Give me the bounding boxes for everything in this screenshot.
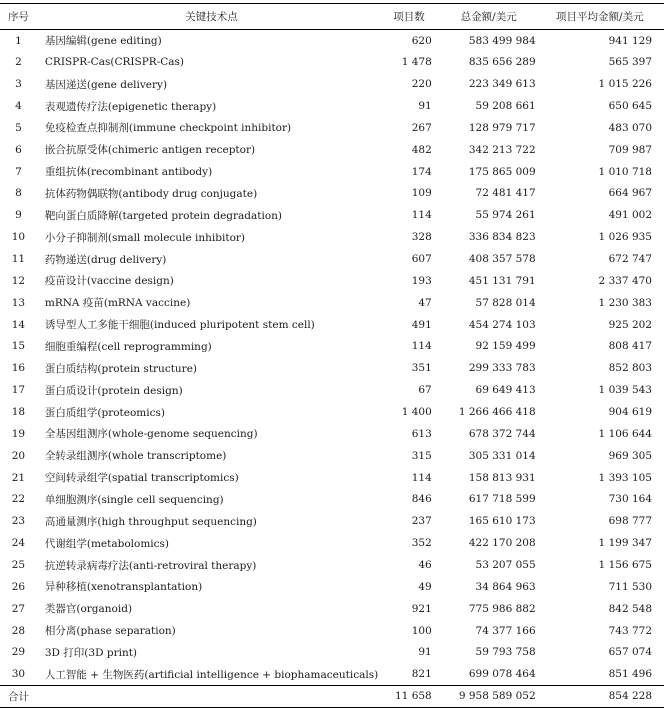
table-header	[0, 4, 664, 30]
row-index: 6	[15, 143, 22, 156]
row-projects: 100	[411, 624, 432, 637]
row-technology: 空间转录组学(spatial transcriptomics)	[44, 472, 239, 485]
row-projects: 821	[411, 668, 432, 681]
table-row	[0, 161, 664, 183]
row-average: 941 129	[608, 34, 652, 47]
row-average: 925 202	[608, 318, 652, 331]
row-index: 29	[11, 646, 26, 659]
row-index: 1	[15, 34, 22, 47]
row-technology: 抗体药物偶联物(antibody drug conjugate)	[44, 187, 258, 200]
total-projects: 11 658	[382, 685, 438, 707]
row-projects: 315	[411, 449, 432, 462]
row-average: 904 619	[608, 406, 652, 419]
row-index: 7	[15, 165, 22, 178]
row-technology: 免疫检查点抑制剂(immune checkpoint inhibitor)	[44, 122, 292, 135]
row-total: 336 834 823	[468, 231, 536, 244]
row-average: 808 417	[608, 340, 652, 353]
row-average: 664 967	[608, 187, 652, 200]
table-row	[0, 554, 664, 576]
row-average: 743 772	[608, 624, 652, 637]
row-total: 72 481 417	[475, 187, 536, 200]
row-technology: 全转录组测序(whole transcriptome)	[44, 450, 227, 463]
table-row	[0, 642, 664, 664]
row-index: 12	[11, 274, 26, 287]
row-total: 1 266 466 418	[458, 406, 536, 419]
row-projects: 193	[411, 274, 432, 287]
row-projects: 237	[411, 515, 432, 528]
row-projects: 109	[411, 187, 432, 200]
table-row	[0, 204, 664, 226]
row-average: 1 010 718	[598, 165, 652, 178]
row-index: 21	[11, 471, 26, 484]
row-average: 709 987	[608, 143, 652, 156]
row-projects: 491	[411, 318, 432, 331]
row-technology: 代谢组学(metabolomics)	[44, 537, 170, 550]
table-row	[0, 620, 664, 642]
funding-table	[0, 3, 664, 708]
row-average: 565 397	[608, 56, 652, 69]
table-row	[0, 379, 664, 401]
row-index: 13	[11, 296, 26, 309]
row-average: 1 015 226	[598, 78, 652, 91]
table-row	[0, 226, 664, 248]
row-projects: 91	[418, 100, 432, 112]
table-row	[0, 30, 664, 52]
row-total: 699 078 464	[468, 668, 536, 681]
row-average: 852 803	[608, 362, 652, 375]
row-total: 175 865 009	[468, 165, 536, 178]
row-technology: 蛋白质设计(protein design)	[44, 384, 183, 397]
table-row	[0, 401, 664, 423]
row-total: 617 718 599	[468, 493, 536, 506]
row-projects: 46	[418, 559, 432, 572]
row-total: 422 170 208	[468, 537, 536, 550]
header-average: 项目平均金额/美元	[544, 4, 664, 30]
row-technology: 蛋白质组学(proteomics)	[44, 406, 165, 419]
row-total: 342 213 722	[468, 143, 536, 156]
table-row	[0, 183, 664, 205]
table-row	[0, 95, 664, 117]
row-index: 19	[11, 427, 26, 440]
row-total: 454 274 103	[468, 318, 536, 331]
table-row	[0, 336, 664, 358]
row-total: 775 986 882	[468, 602, 536, 615]
row-average: 851 496	[608, 668, 652, 681]
row-average: 1 026 935	[598, 231, 652, 244]
row-average: 1 039 543	[598, 384, 652, 397]
row-technology: 重组抗体(recombinant antibody)	[44, 166, 213, 179]
row-index: 2	[15, 56, 22, 69]
row-average: 698 777	[608, 515, 652, 528]
header-row	[0, 4, 664, 30]
row-index: 27	[11, 602, 26, 615]
row-total: 223 349 613	[468, 78, 536, 91]
row-projects: 1 400	[401, 406, 432, 419]
row-total: 583 499 984	[468, 34, 536, 47]
row-technology: 表观遗传疗法(epigenetic therapy)	[44, 100, 217, 113]
row-technology: 人工智能 + 生物医药(artificial intelligence + biophamaceuticals)	[44, 668, 379, 681]
row-index: 25	[11, 559, 26, 572]
row-technology: 单细胞测序(single cell sequencing)	[44, 493, 224, 506]
row-technology: 小分子抑制剂(small molecule inhibitor)	[44, 231, 246, 244]
row-index: 22	[11, 493, 26, 506]
row-total: 451 131 791	[468, 274, 536, 287]
row-average: 1 156 675	[598, 559, 652, 572]
row-projects: 351	[411, 362, 432, 375]
table-row	[0, 270, 664, 292]
row-average: 657 074	[608, 646, 652, 659]
row-total: 835 656 289	[468, 56, 536, 69]
row-index: 5	[15, 121, 22, 134]
row-projects: 220	[411, 78, 432, 91]
row-average: 650 645	[608, 100, 652, 112]
row-projects: 267	[411, 121, 432, 134]
row-technology: CRISPR-Cas(CRISPR-Cas)	[44, 56, 185, 69]
row-projects: 47	[418, 296, 432, 309]
row-index: 16	[11, 362, 26, 375]
row-technology: 诱导型人工多能干细胞(induced pluripotent stem cell)	[44, 319, 315, 332]
row-index: 3	[15, 78, 22, 91]
row-total: 165 610 173	[468, 515, 536, 528]
table-row	[0, 117, 664, 139]
row-projects: 921	[411, 602, 432, 615]
row-projects: 49	[418, 580, 432, 593]
row-index: 17	[11, 384, 26, 397]
row-technology: 高通量测序(high throughput sequencing)	[44, 515, 257, 528]
table-row	[0, 423, 664, 445]
row-projects: 67	[418, 384, 432, 397]
row-projects: 114	[411, 209, 432, 222]
table-row	[0, 663, 664, 685]
row-technology: 嵌合抗原受体(chimeric antigen receptor)	[44, 144, 256, 157]
row-index: 11	[11, 253, 26, 266]
row-projects: 328	[411, 231, 432, 244]
row-average: 1 106 644	[598, 427, 652, 440]
table-row	[0, 248, 664, 270]
row-average: 711 530	[608, 580, 652, 593]
row-total: 53 207 055	[475, 559, 536, 572]
header-technology: 关键技术点	[37, 4, 382, 30]
total-average: 854 228	[544, 685, 664, 707]
row-technology: 相分离(phase separation)	[44, 625, 176, 638]
row-index: 24	[11, 537, 26, 550]
row-projects: 1 478	[401, 56, 432, 69]
header-total: 总金额/美元	[438, 4, 544, 30]
row-total: 158 813 931	[468, 471, 536, 484]
row-technology: 类器官(organoid)	[44, 603, 133, 616]
row-average: 2 337 470	[598, 274, 652, 287]
table-row	[0, 532, 664, 554]
row-total: 59 793 758	[475, 646, 536, 659]
row-average: 491 002	[608, 209, 652, 222]
row-index: 4	[15, 100, 22, 112]
row-average: 1 230 383	[598, 296, 652, 309]
row-projects: 114	[411, 340, 432, 353]
row-index: 18	[11, 406, 26, 419]
row-total: 92 159 499	[475, 340, 536, 353]
row-technology: 全基因组测序(whole-genome sequencing)	[44, 428, 258, 441]
row-index: 26	[11, 580, 26, 593]
row-total: 59 208 661	[475, 100, 536, 112]
row-technology: 蛋白质结构(protein structure)	[44, 362, 198, 375]
row-index: 28	[11, 624, 26, 637]
table-row	[0, 598, 664, 620]
row-projects: 482	[411, 143, 432, 156]
table-row	[0, 51, 664, 73]
row-index: 30	[11, 668, 26, 681]
row-average: 842 548	[608, 602, 652, 615]
row-technology: 基因编辑(gene editing)	[44, 35, 162, 48]
table-row	[0, 510, 664, 532]
total-label: 合计	[0, 685, 37, 707]
row-index: 20	[11, 449, 26, 462]
table-row	[0, 445, 664, 467]
row-technology: 疫苗设计(vaccine design)	[44, 275, 174, 288]
row-projects: 114	[411, 471, 432, 484]
table-row	[0, 314, 664, 336]
row-index: 10	[11, 231, 26, 244]
row-average: 1 393 105	[598, 471, 652, 484]
row-technology: 抗逆转录病毒疗法(anti-retroviral therapy)	[44, 559, 257, 572]
row-technology: 3D 打印(3D print)	[44, 646, 138, 659]
row-index: 14	[11, 318, 26, 331]
table-row	[0, 73, 664, 95]
row-total: 69 649 413	[475, 384, 536, 397]
row-projects: 846	[411, 493, 432, 506]
row-average: 1 199 347	[598, 537, 652, 550]
row-projects: 91	[418, 646, 432, 659]
row-average: 730 164	[608, 493, 652, 506]
table-row	[0, 292, 664, 314]
row-total: 74 377 166	[475, 624, 536, 637]
row-technology: 药物递送(drug delivery)	[44, 253, 167, 266]
total-amount: 9 958 589 052	[438, 685, 544, 707]
row-technology: 异种移植(xenotransplantation)	[44, 581, 203, 594]
row-index: 9	[15, 209, 22, 222]
header-index: 序号	[0, 4, 37, 30]
row-index: 8	[15, 187, 22, 200]
row-projects: 607	[411, 253, 432, 266]
row-technology: 靶向蛋白质降解(targeted protein degradation)	[44, 209, 283, 222]
row-technology: 细胞重编程(cell reprogramming)	[44, 340, 212, 353]
row-projects: 174	[411, 165, 432, 178]
row-total: 55 974 261	[475, 209, 536, 222]
row-technology: 基因递送(gene delivery)	[44, 78, 168, 91]
table-row	[0, 576, 664, 598]
row-total: 57 828 014	[475, 296, 536, 309]
table-row	[0, 357, 664, 379]
row-average: 483 070	[608, 121, 652, 134]
row-total: 128 979 717	[468, 121, 536, 134]
row-total: 34 864 963	[475, 580, 536, 593]
table-row	[0, 139, 664, 161]
row-total: 678 372 744	[468, 427, 536, 440]
row-index: 15	[11, 340, 26, 353]
row-projects: 620	[411, 34, 432, 47]
row-total: 305 331 014	[468, 449, 536, 462]
row-total: 299 333 783	[468, 362, 536, 375]
table-body	[0, 30, 664, 686]
row-average: 672 747	[608, 253, 652, 266]
row-average: 969 305	[608, 449, 652, 462]
table-row	[0, 467, 664, 489]
header-projects: 项目数	[382, 4, 438, 30]
row-projects: 352	[411, 537, 432, 550]
row-index: 23	[11, 515, 26, 528]
row-projects: 613	[411, 427, 432, 440]
row-total: 408 357 578	[468, 253, 536, 266]
table-row	[0, 489, 664, 511]
row-technology: mRNA 疫苗(mRNA vaccine)	[44, 297, 191, 310]
